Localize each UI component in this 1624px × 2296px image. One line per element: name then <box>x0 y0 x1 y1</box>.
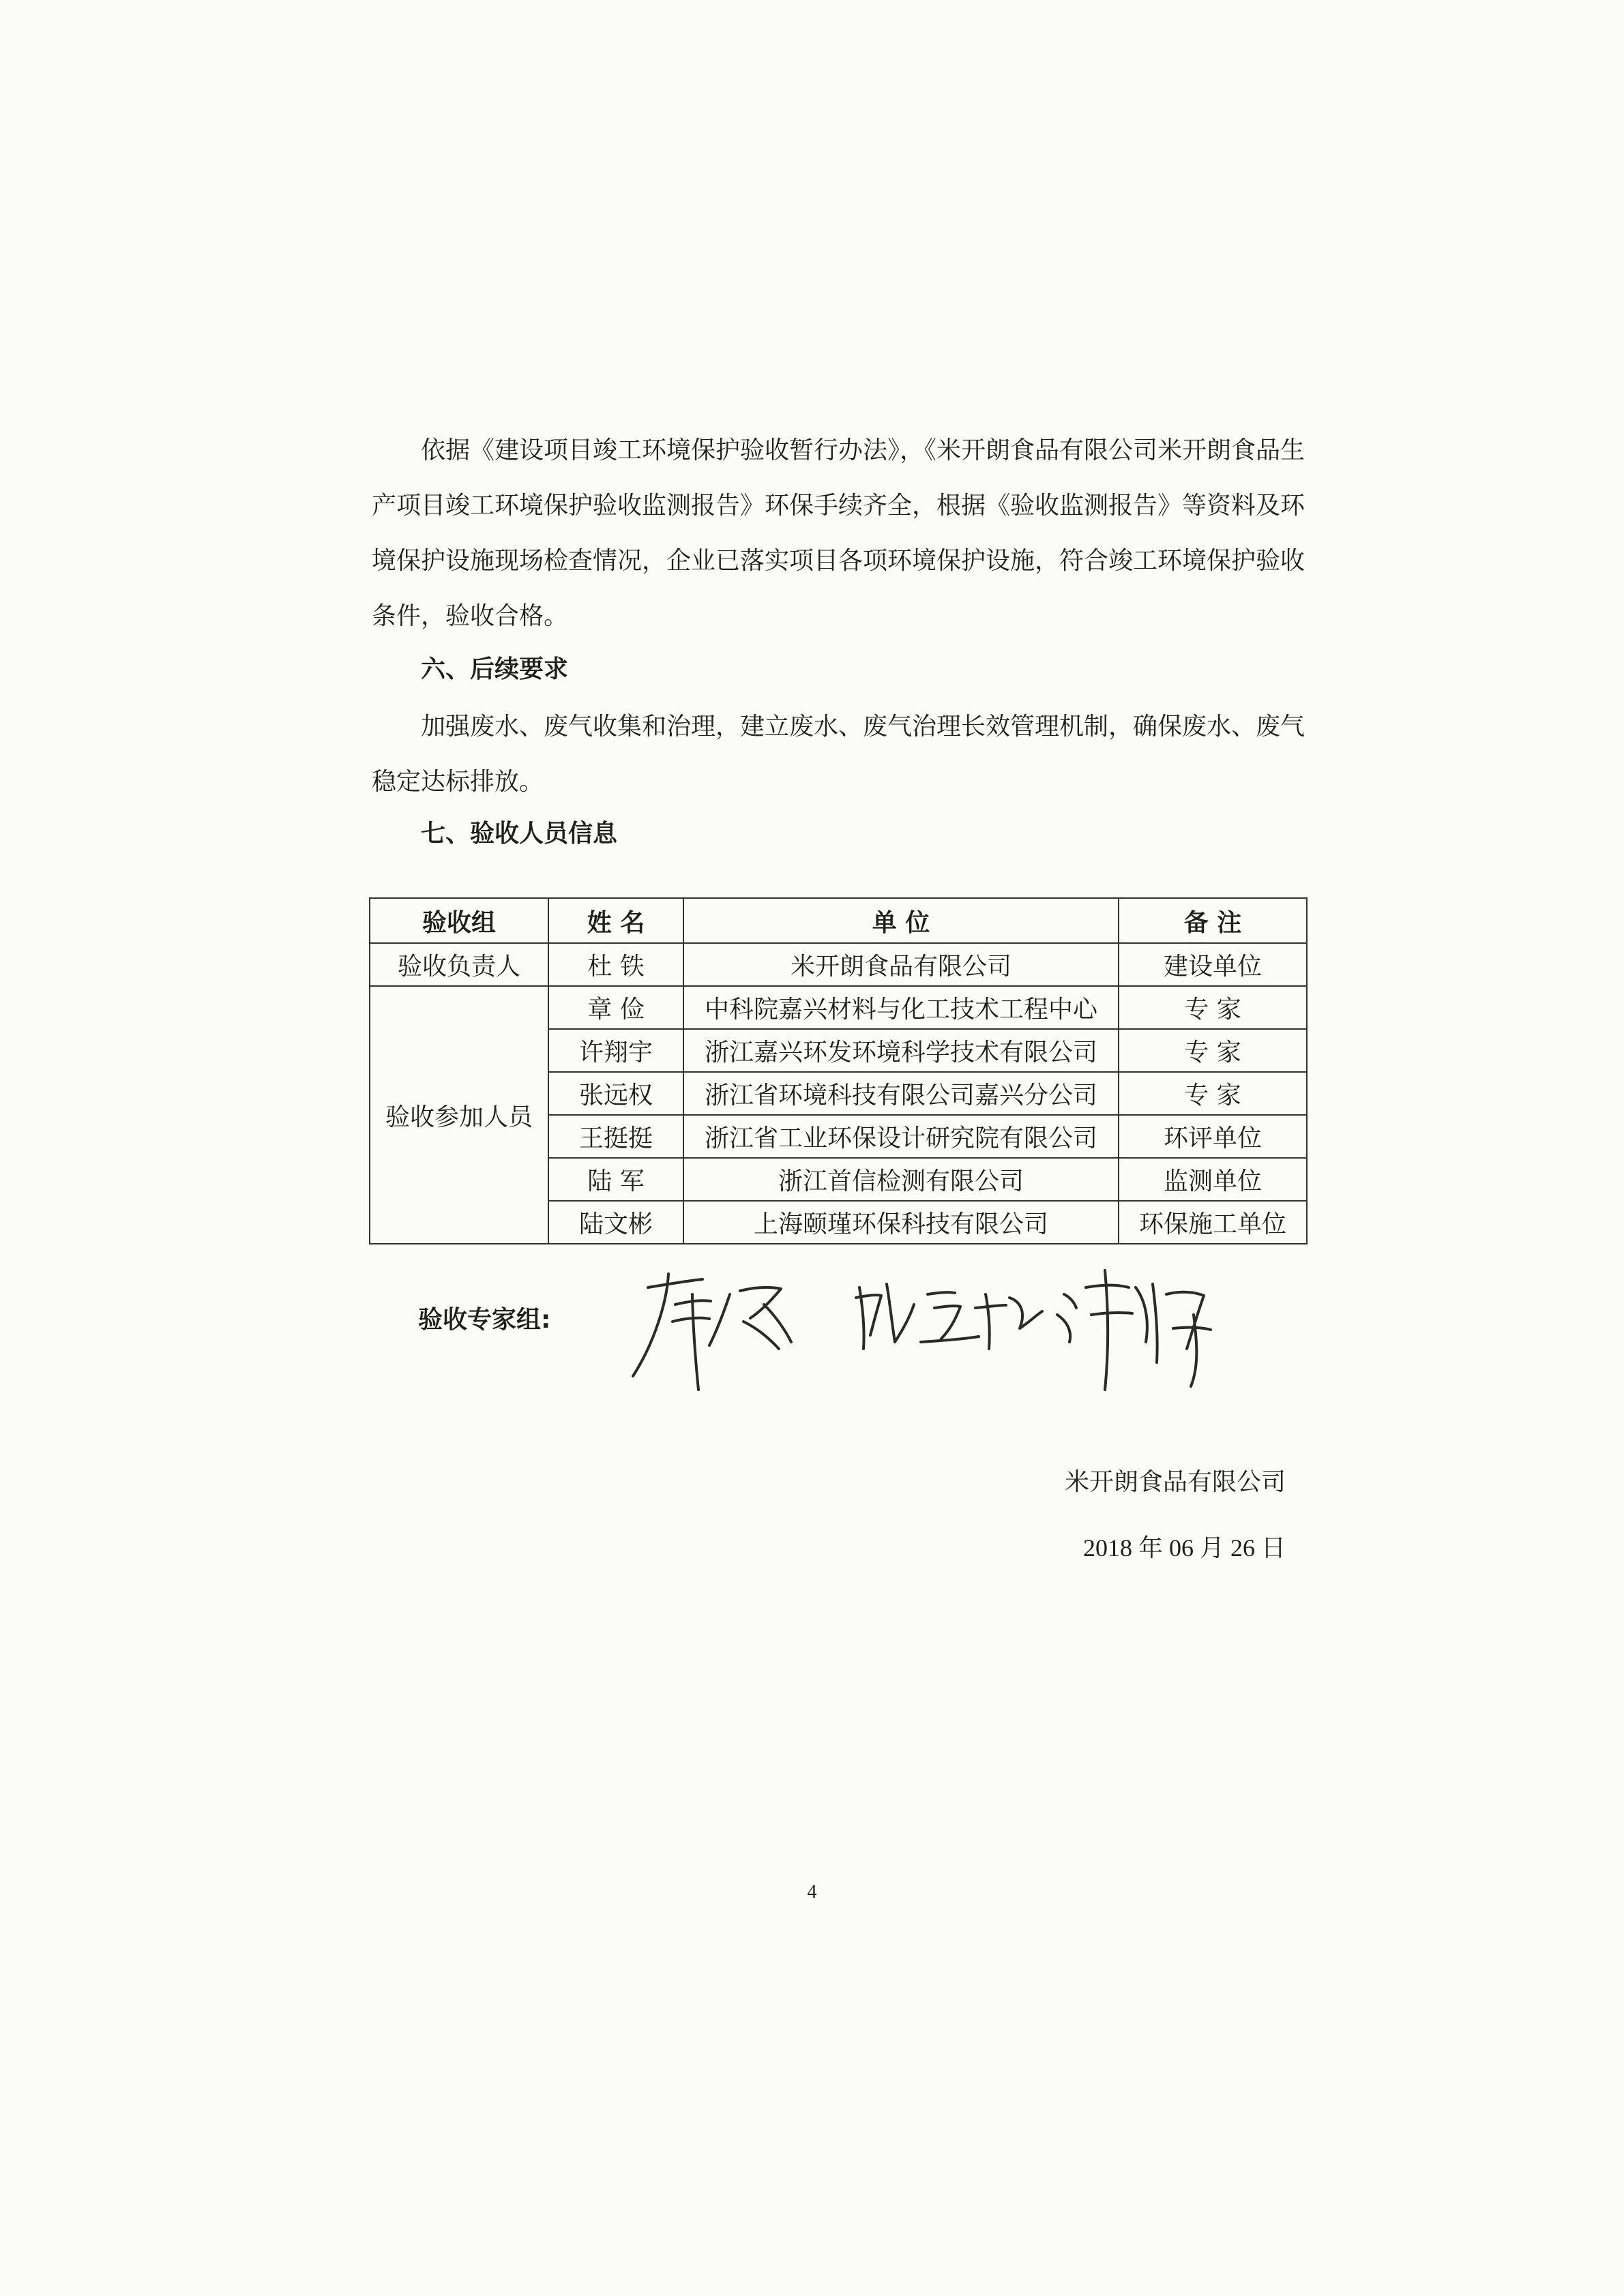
page-number: 4 <box>807 1881 817 1903</box>
cell-name: 许翔宇 <box>548 1029 683 1072</box>
signature-xu-xiangyu <box>1057 1270 1211 1390</box>
cell-name: 陆文彬 <box>548 1201 683 1244</box>
cell-name: 章 俭 <box>548 986 683 1029</box>
cell-note: 环评单位 <box>1119 1115 1307 1158</box>
expert-group-label: 验收专家组: <box>418 1306 551 1334</box>
signature-zhang-jian <box>633 1274 791 1390</box>
cell-name: 陆 军 <box>548 1158 683 1201</box>
cell-unit: 浙江省环境科技有限公司嘉兴分公司 <box>683 1072 1119 1115</box>
paragraph-follow-up-text: 加强废水、废气收集和治理，建立废水、废气治理长效管理机制，确保废水、废气稳定达标排放。 <box>372 713 1305 796</box>
acceptance-staff-table <box>369 897 1308 1244</box>
header-unit: 单 位 <box>683 898 1119 943</box>
signature-zhang-yuanquan <box>856 1284 1042 1349</box>
table-header-row <box>370 898 1307 943</box>
cell-note: 专 家 <box>1119 1072 1307 1115</box>
cell-unit: 浙江省工业环保设计研究院有限公司 <box>683 1115 1119 1158</box>
signature-date: 2018 年 06 月 26 日 <box>1082 1534 1286 1562</box>
cell-unit: 上海颐瑾环保科技有限公司 <box>683 1201 1119 1244</box>
header-name: 姓 名 <box>548 898 683 943</box>
company-signature-line: 米开朗食品有限公司 <box>1064 1468 1286 1496</box>
cell-note: 监测单位 <box>1119 1158 1307 1201</box>
cell-note: 建设单位 <box>1119 943 1307 986</box>
paragraph-acceptance-basis-text: 依据《建设项目竣工环境保护验收暂行办法》，《米开朗食品有限公司米开朗食品生产项目竣工环境保护验收监测报告》环保手续齐全，根据《验收监测报告》等资料及环境保护设施现场检查情况，企业已落实项目各项环境保护设施，符合竣工环境保护验收条件，验收合格。 <box>372 436 1305 630</box>
handwritten-signatures <box>628 1247 1214 1403</box>
cell-name: 张远权 <box>548 1072 683 1115</box>
cell-note: 专 家 <box>1119 1029 1307 1072</box>
heading-follow-up-requirements: 六、后续要求 <box>421 655 569 683</box>
cell-group: 验收负责人 <box>370 943 548 986</box>
cell-unit: 中科院嘉兴材料与化工技术工程中心 <box>683 986 1119 1029</box>
paragraph-acceptance-basis <box>372 423 1310 644</box>
table-row <box>370 943 1307 986</box>
cell-name: 杜 铁 <box>548 943 683 986</box>
cell-note: 环保施工单位 <box>1119 1201 1307 1244</box>
cell-name: 王挺挺 <box>548 1115 683 1158</box>
heading-acceptance-staff: 七、验收人员信息 <box>421 820 618 848</box>
cell-unit: 浙江嘉兴环发环境科学技术有限公司 <box>683 1029 1119 1072</box>
header-note: 备 注 <box>1119 898 1307 943</box>
table-row <box>370 986 1307 1029</box>
cell-unit: 浙江首信检测有限公司 <box>683 1158 1119 1201</box>
cell-note: 专 家 <box>1119 986 1307 1029</box>
header-group: 验收组 <box>370 898 548 943</box>
paragraph-follow-up <box>372 699 1310 809</box>
cell-unit: 米开朗食品有限公司 <box>683 943 1119 986</box>
cell-group: 验收参加人员 <box>370 986 548 1244</box>
